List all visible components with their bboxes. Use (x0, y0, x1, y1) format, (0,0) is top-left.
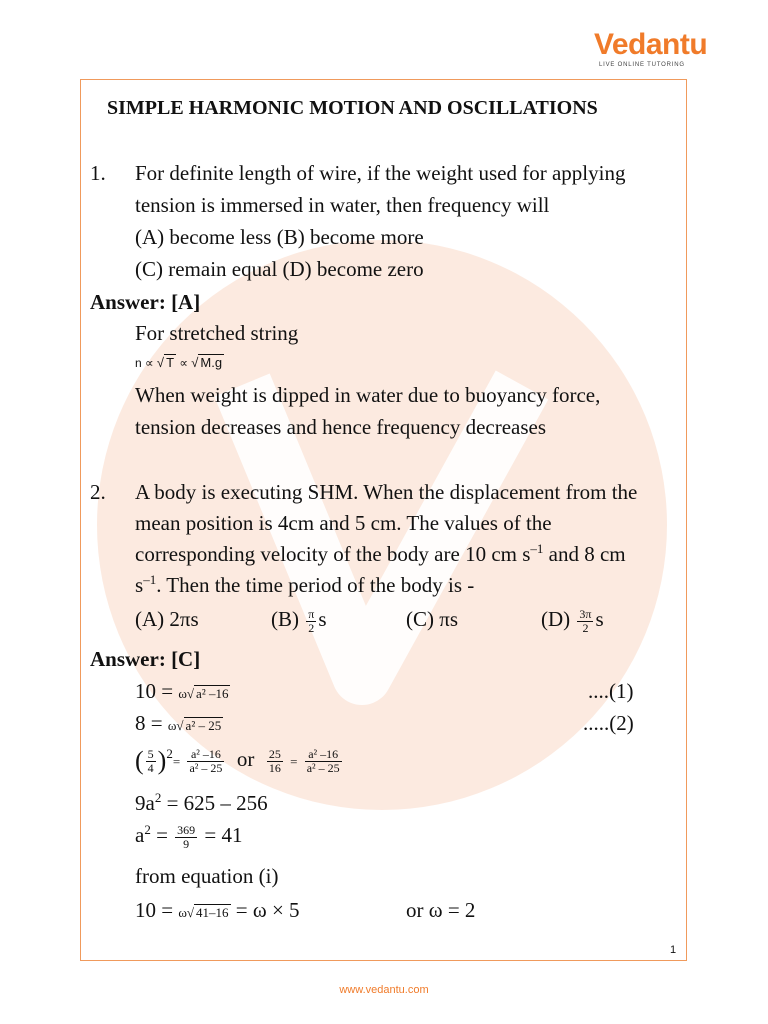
q1-line2: tension is immersed in water, then frequency will (135, 193, 550, 217)
q2-eq1-tag: ....(1) (588, 679, 634, 703)
logo-tagline: LIVE ONLINE TUTORING (599, 62, 685, 68)
q2-eq6-result: or ω = 2 (406, 898, 476, 922)
q2-option-a: (A) 2πs (135, 607, 199, 631)
sqrt-mg: √ M.g (191, 355, 223, 370)
formula-n: n ∝ (135, 356, 157, 370)
q1-solution-3: tension decreases and hence frequency decreases (135, 415, 547, 439)
q2-line1: A body is executing SHM. When the displacement from the (135, 480, 638, 504)
q2-eq6: 10 = ω√ 41–16 = ω × 5 (135, 898, 300, 922)
q1-solution-1: For stretched string (135, 321, 299, 345)
formula-prop: ∝ (176, 356, 192, 370)
footer-url[interactable]: www.vedantu.com (339, 984, 429, 996)
q1-formula (135, 354, 224, 372)
q2-line2: mean position is 4cm and 5 cm. The values of the (135, 511, 552, 535)
q2-from-equation: from equation (i) (135, 864, 279, 888)
page-number: 1 (670, 944, 677, 956)
q2-option-d: (D) $\frac{3\pi}{2}$ s (541, 606, 604, 635)
q1-answer: Answer: [A] (90, 290, 201, 314)
q2-eq5: $a^2$ = $\frac{369}{9}$ = 41 (135, 822, 243, 851)
q2-answer: Answer: [C] (90, 647, 201, 671)
q1-solution-2: When weight is dipped in water due to buoyancy force, (135, 383, 601, 407)
q2-option-c: (C) πs (406, 607, 459, 631)
q1-number: 1. (90, 161, 106, 185)
q2-eq1: 10 = ω√ a² –16 (135, 679, 229, 703)
q1-options-cd: (C) remain equal (D) become zero (135, 257, 424, 281)
q2-eq3: ( $\frac{5}{4}$ )$^2$= $\frac{\text{a² –16}}{\text{a² – 25}}$ or $\frac{25}{16}$ = $\frac{\text{a² –16}}{\text{a² – 25}}$ (135, 746, 340, 776)
q1-line1: For definite length of wire, if the weight used for applying (135, 161, 626, 185)
page-title: SIMPLE HARMONIC MOTION AND OSCILLATIONS (107, 97, 598, 119)
q2-eq2: 8 = ω√ a² – 25 (135, 711, 222, 735)
q1-options-ab: (A) become less (B) become more (135, 225, 424, 249)
q2-line3: corresponding velocity of the body are 10 cm $s^{-1}$ and 8 cm (135, 541, 626, 566)
q2-eq2-tag: .....(2) (583, 711, 634, 735)
logo-wordmark: Vedantu (594, 28, 708, 61)
vedantu-logo (594, 30, 744, 72)
q2-number: 2. (90, 480, 106, 504)
sqrt-t: √ T (156, 355, 175, 370)
q2-option-b: (B) $\frac{\pi}{2}$ s (271, 606, 327, 635)
q2-eq4: $9a^2 = 625 - 256$ (135, 790, 268, 815)
q2-line4: $s^{-1}$. Then the time period of the body is - (135, 572, 475, 597)
